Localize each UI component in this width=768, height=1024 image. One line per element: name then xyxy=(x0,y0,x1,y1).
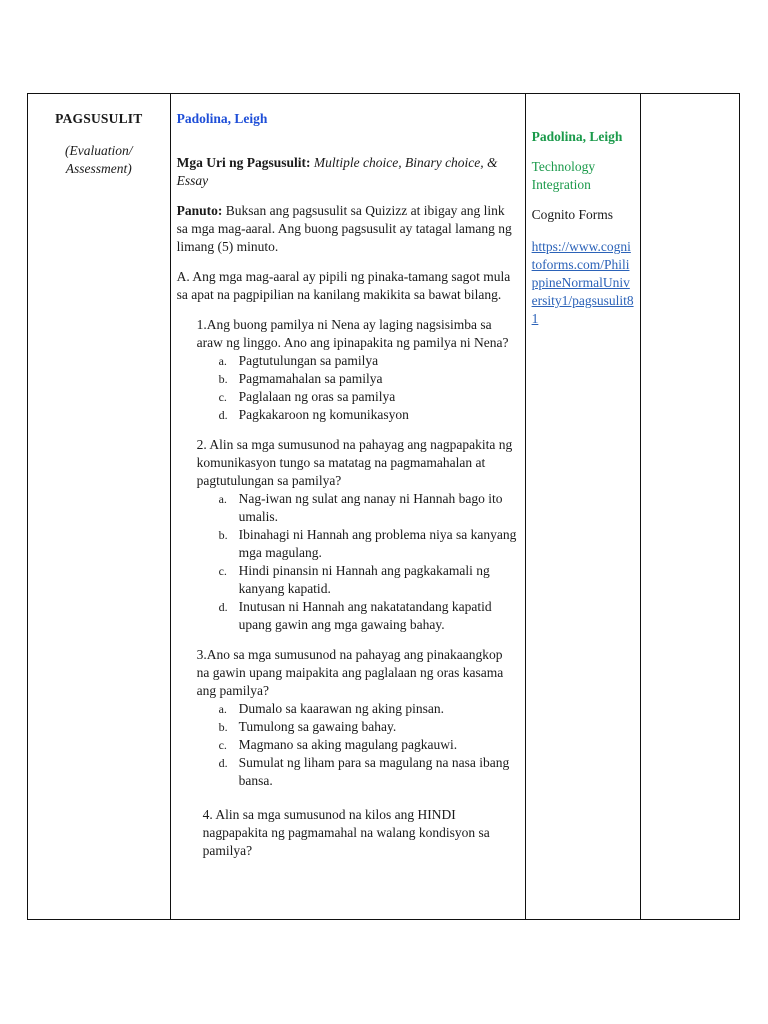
choice-letter: a. xyxy=(218,702,227,716)
lesson-plan-table xyxy=(27,93,740,920)
choice-text: Pagmamahalan sa pamilya xyxy=(238,371,383,386)
choice-letter: d. xyxy=(218,408,228,422)
choice-item xyxy=(219,490,517,526)
question-2 xyxy=(197,436,517,634)
cognito-forms-link[interactable]: https://www.cognitoforms.com/PhilippineNormalUniversity1/pagsusulit81 xyxy=(531,239,634,326)
technology-integration-label: Technology Integration xyxy=(531,159,596,192)
choice-letter: c. xyxy=(218,738,227,752)
choice-letter: c. xyxy=(218,390,227,404)
choice-letter: a. xyxy=(218,354,227,368)
choice-letter: b. xyxy=(218,372,228,386)
integration-column xyxy=(526,94,642,919)
choice-list xyxy=(197,352,517,424)
section-subtitle: (Evaluation/ Assessment) xyxy=(65,143,133,176)
choice-list xyxy=(197,490,517,634)
section-a-instructions: A. Ang mga mag-aaral ay pipili ng pinaka-tamang sagot mula sa apat na pagpipilian na kanilang makikita sa bawat bilang. xyxy=(176,269,511,302)
content-column xyxy=(171,94,526,919)
choice-item xyxy=(219,736,517,754)
choice-text: Hindi pinansin ni Hannah ang pagkakamali ng kanyang kapatid. xyxy=(238,563,490,596)
choice-item xyxy=(219,388,517,406)
test-types: Mga Uri ng Pagsusulit: Multiple choice, Binary choice, & Essay xyxy=(176,155,498,188)
choice-text: Pagkakaroon ng komunikasyon xyxy=(238,407,409,422)
choice-item xyxy=(219,718,517,736)
question-4: 4. Alin sa mga sumusunod na kilos ang HINDI nagpapakita ng pagmamahal na walang kondisyon sa pamilya? xyxy=(202,807,490,858)
question-text: 3.Ano sa mga sumusunod na pahayag ang pinakaangkop na gawin upang maipakita ang paglalaan ng oras kasama ang pamilya? xyxy=(196,647,504,698)
choice-text: Nag-iwan ng sulat ang nanay ni Hannah bago ito umalis. xyxy=(238,491,503,524)
choice-letter: a. xyxy=(218,492,227,506)
instructions: Panuto: Buksan ang pagsusulit sa Quizizz at ibigay ang link sa mga mag-aaral. Ang buong pagsusulit ay tatagal lamang ng limang (5) minuto. xyxy=(176,203,512,254)
question-list xyxy=(177,316,517,790)
section-label-column xyxy=(28,94,171,919)
choice-letter: d. xyxy=(218,756,228,770)
choice-letter: b. xyxy=(218,528,228,542)
question-1 xyxy=(197,316,517,424)
choice-text: Dumalo sa kaarawan ng aking pinsan. xyxy=(238,701,445,716)
choice-text: Ibinahagi ni Hannah ang problema niya sa kanyang mga magulang. xyxy=(238,527,517,560)
integration-author: Padolina, Leigh xyxy=(531,129,623,144)
choice-item xyxy=(219,700,517,718)
choice-letter: d. xyxy=(218,600,228,614)
choice-item xyxy=(219,598,517,634)
empty-column xyxy=(641,94,739,919)
choice-letter: c. xyxy=(218,564,227,578)
question-3 xyxy=(197,646,517,790)
choice-text: Sumulat ng liham para sa magulang na nasa ibang bansa. xyxy=(238,755,510,788)
question-text: 2. Alin sa mga sumusunod na pahayag ang nagpapakita ng komunikasyon tungo sa matatag na pagmamahalan at pagtutulungan sa pamilya? xyxy=(196,437,513,488)
choice-item xyxy=(219,526,517,562)
choice-text: Tumulong sa gawaing bahay. xyxy=(238,719,397,734)
choice-text: Paglalaan ng oras sa pamilya xyxy=(238,389,396,404)
choice-item xyxy=(219,562,517,598)
section-title: PAGSUSULIT xyxy=(55,111,143,126)
choice-text: Magmano sa aking magulang pagkauwi. xyxy=(238,737,458,752)
choice-item xyxy=(219,352,517,370)
tool-name: Cognito Forms xyxy=(531,207,613,222)
choice-item xyxy=(219,370,517,388)
question-text: 1.Ang buong pamilya ni Nena ay laging nagsisimba sa araw ng linggo. Ano ang ipinapakita ng pamilya ni Nena? xyxy=(196,317,509,350)
choice-text: Inutusan ni Hannah ang nakatatandang kapatid upang gawin ang mga gawaing bahay. xyxy=(238,599,492,632)
choice-list xyxy=(197,700,517,790)
choice-item xyxy=(219,754,517,790)
choice-letter: b. xyxy=(218,720,228,734)
choice-text: Pagtutulungan sa pamilya xyxy=(238,353,379,368)
choice-item xyxy=(219,406,517,424)
author-name: Padolina, Leigh xyxy=(176,111,268,126)
